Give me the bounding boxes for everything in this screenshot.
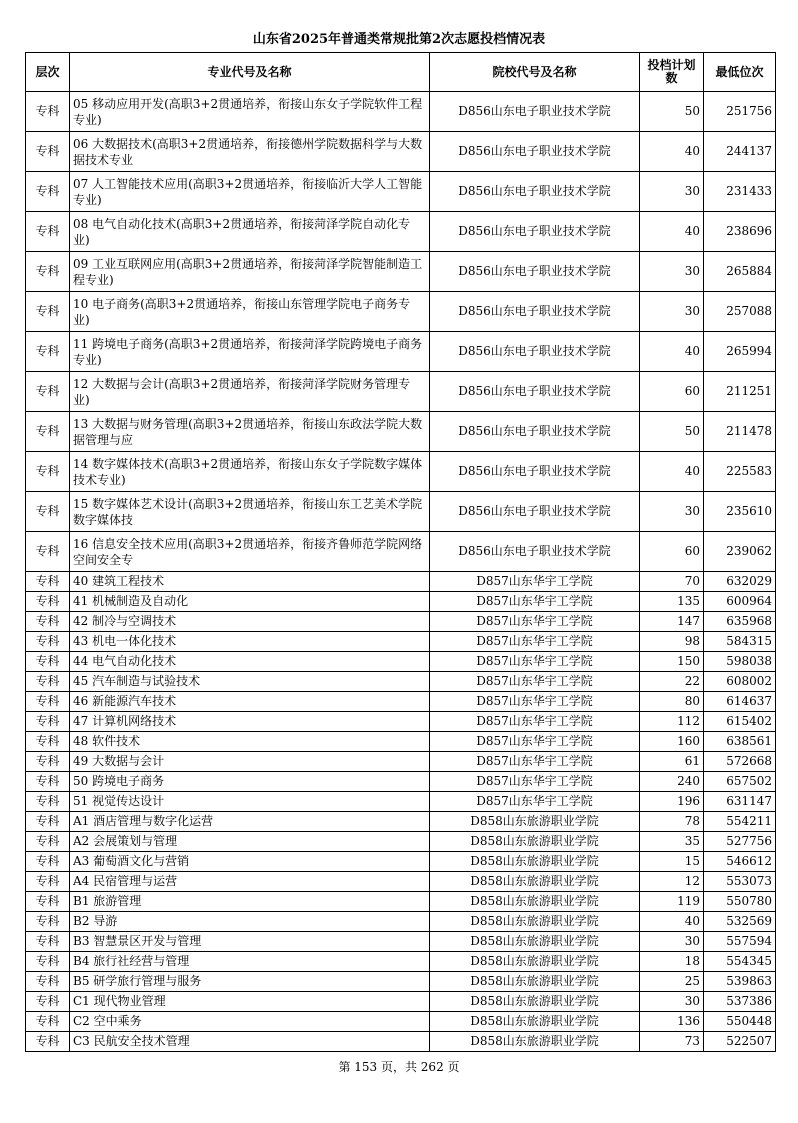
row-level: 专科 (26, 812, 70, 832)
row-plan: 60 (640, 532, 704, 572)
row-min-rank: 238696 (704, 212, 776, 252)
row-level: 专科 (26, 792, 70, 812)
table-row (26, 712, 776, 732)
row-plan: 30 (640, 172, 704, 212)
row-min-rank: 539863 (704, 972, 776, 992)
row-major: 09 工业互联网应用(高职3+2贯通培养，衔接菏泽学院智能制造工程专业) (70, 252, 430, 292)
row-school: D857山东华宇工学院 (430, 772, 640, 792)
row-level: 专科 (26, 852, 70, 872)
row-major: 07 人工智能技术应用(高职3+2贯通培养，衔接临沂大学人工智能专业) (70, 172, 430, 212)
row-school: D858山东旅游职业学院 (430, 912, 640, 932)
row-level: 专科 (26, 732, 70, 752)
table-row (26, 492, 776, 532)
row-school: D858山东旅游职业学院 (430, 952, 640, 972)
table-row (26, 672, 776, 692)
row-level: 专科 (26, 972, 70, 992)
row-level: 专科 (26, 672, 70, 692)
row-major: 43 机电一体化技术 (70, 632, 430, 652)
table-row (26, 132, 776, 172)
row-plan: 30 (640, 992, 704, 1012)
table-row (26, 1012, 776, 1032)
row-plan: 40 (640, 452, 704, 492)
row-school: D856山东电子职业技术学院 (430, 372, 640, 412)
table-row (26, 212, 776, 252)
table-row (26, 912, 776, 932)
row-min-rank: 554211 (704, 812, 776, 832)
row-plan: 80 (640, 692, 704, 712)
row-plan: 73 (640, 1032, 704, 1052)
row-major: C3 民航安全技术管理 (70, 1032, 430, 1052)
row-min-rank: 527756 (704, 832, 776, 852)
row-plan: 150 (640, 652, 704, 672)
row-school: D857山东华宇工学院 (430, 652, 640, 672)
row-min-rank: 632029 (704, 572, 776, 592)
row-plan: 18 (640, 952, 704, 972)
row-min-rank: 554345 (704, 952, 776, 972)
row-min-rank: 257088 (704, 292, 776, 332)
row-plan: 50 (640, 92, 704, 132)
row-school: D856山东电子职业技术学院 (430, 412, 640, 452)
row-major: 12 大数据与会计(高职3+2贯通培养，衔接菏泽学院财务管理专业) (70, 372, 430, 412)
table-row (26, 172, 776, 212)
row-min-rank: 550448 (704, 1012, 776, 1032)
header-plan: 投档计划数 (640, 53, 704, 92)
row-school: D858山东旅游职业学院 (430, 972, 640, 992)
table-row (26, 872, 776, 892)
row-school: D857山东华宇工学院 (430, 752, 640, 772)
row-level: 专科 (26, 252, 70, 292)
row-level: 专科 (26, 1032, 70, 1052)
row-level: 专科 (26, 332, 70, 372)
header-major: 专业代号及名称 (70, 53, 430, 92)
row-plan: 136 (640, 1012, 704, 1032)
row-major: B5 研学旅行管理与服务 (70, 972, 430, 992)
row-school: D856山东电子职业技术学院 (430, 332, 640, 372)
row-major: 05 移动应用开发(高职3+2贯通培养，衔接山东女子学院软件工程专业) (70, 92, 430, 132)
row-plan: 30 (640, 292, 704, 332)
table-row (26, 252, 776, 292)
row-level: 专科 (26, 452, 70, 492)
row-plan: 112 (640, 712, 704, 732)
row-min-rank: 615402 (704, 712, 776, 732)
table-row (26, 752, 776, 772)
header-level: 层次 (26, 53, 70, 92)
row-school: D857山东华宇工学院 (430, 792, 640, 812)
row-major: C1 现代物业管理 (70, 992, 430, 1012)
row-major: 41 机械制造及自动化 (70, 592, 430, 612)
table-row (26, 652, 776, 672)
row-level: 专科 (26, 532, 70, 572)
row-level: 专科 (26, 952, 70, 972)
row-major: 47 计算机网络技术 (70, 712, 430, 732)
table-header-row (26, 53, 776, 92)
page-title: 山东省2025年普通类常规批第2次志愿投档情况表 (252, 32, 546, 47)
header-school: 院校代号及名称 (430, 53, 640, 92)
row-plan: 147 (640, 612, 704, 632)
row-major: A2 会展策划与管理 (70, 832, 430, 852)
row-school: D857山东华宇工学院 (430, 672, 640, 692)
row-major: 49 大数据与会计 (70, 752, 430, 772)
row-min-rank: 550780 (704, 892, 776, 912)
row-school: D856山东电子职业技术学院 (430, 92, 640, 132)
row-school: D858山东旅游职业学院 (430, 932, 640, 952)
table-row (26, 572, 776, 592)
row-min-rank: 572668 (704, 752, 776, 772)
row-level: 专科 (26, 992, 70, 1012)
table-row (26, 852, 776, 872)
row-major: 45 汽车制造与试验技术 (70, 672, 430, 692)
row-plan: 40 (640, 132, 704, 172)
row-major: 06 大数据技术(高职3+2贯通培养，衔接德州学院数据科学与大数据技术专业 (70, 132, 430, 172)
row-level: 专科 (26, 692, 70, 712)
table-row (26, 792, 776, 812)
row-plan: 40 (640, 912, 704, 932)
row-plan: 25 (640, 972, 704, 992)
row-level: 专科 (26, 752, 70, 772)
row-school: D857山东华宇工学院 (430, 572, 640, 592)
row-level: 专科 (26, 172, 70, 212)
row-major: 48 软件技术 (70, 732, 430, 752)
row-level: 专科 (26, 212, 70, 252)
row-plan: 135 (640, 592, 704, 612)
row-school: D858山东旅游职业学院 (430, 892, 640, 912)
row-school: D858山东旅游职业学院 (430, 1032, 640, 1052)
table-row (26, 892, 776, 912)
row-min-rank: 553073 (704, 872, 776, 892)
row-plan: 40 (640, 212, 704, 252)
row-level: 专科 (26, 572, 70, 592)
row-school: D856山东电子职业技术学院 (430, 532, 640, 572)
row-min-rank: 265994 (704, 332, 776, 372)
row-major: 15 数字媒体艺术设计(高职3+2贯通培养，衔接山东工艺美术学院数字媒体技 (70, 492, 430, 532)
row-level: 专科 (26, 872, 70, 892)
table-row (26, 932, 776, 952)
table-row (26, 592, 776, 612)
row-min-rank: 231433 (704, 172, 776, 212)
row-major: 16 信息安全技术应用(高职3+2贯通培养，衔接齐鲁师范学院网络空间安全专 (70, 532, 430, 572)
table-row (26, 292, 776, 332)
row-min-rank: 211251 (704, 372, 776, 412)
row-level: 专科 (26, 492, 70, 532)
row-major: A3 葡萄酒文化与营销 (70, 852, 430, 872)
row-level: 专科 (26, 612, 70, 632)
row-school: D857山东华宇工学院 (430, 632, 640, 652)
row-major: 14 数字媒体技术(高职3+2贯通培养，衔接山东女子学院数字媒体技术专业) (70, 452, 430, 492)
table-body (26, 92, 776, 1052)
row-min-rank: 635968 (704, 612, 776, 632)
row-major: B1 旅游管理 (70, 892, 430, 912)
page-footer: 第 153 页，共 262 页 (338, 1060, 460, 1074)
row-min-rank: 265884 (704, 252, 776, 292)
row-level: 专科 (26, 932, 70, 952)
row-level: 专科 (26, 632, 70, 652)
table-row (26, 812, 776, 832)
row-level: 专科 (26, 912, 70, 932)
row-major: 46 新能源汽车技术 (70, 692, 430, 712)
row-plan: 119 (640, 892, 704, 912)
row-school: D856山东电子职业技术学院 (430, 132, 640, 172)
row-plan: 12 (640, 872, 704, 892)
row-major: B3 智慧景区开发与管理 (70, 932, 430, 952)
row-plan: 22 (640, 672, 704, 692)
row-school: D857山东华宇工学院 (430, 592, 640, 612)
row-level: 专科 (26, 1012, 70, 1032)
table-row (26, 452, 776, 492)
row-school: D856山东电子职业技术学院 (430, 452, 640, 492)
row-major: 50 跨境电子商务 (70, 772, 430, 792)
table-row (26, 532, 776, 572)
row-school: D858山东旅游职业学院 (430, 812, 640, 832)
row-plan: 30 (640, 492, 704, 532)
table-row (26, 952, 776, 972)
table-row (26, 372, 776, 412)
row-school: D856山东电子职业技术学院 (430, 172, 640, 212)
row-min-rank: 584315 (704, 632, 776, 652)
row-plan: 196 (640, 792, 704, 812)
row-school: D856山东电子职业技术学院 (430, 492, 640, 532)
row-plan: 15 (640, 852, 704, 872)
row-min-rank: 657502 (704, 772, 776, 792)
row-major: A4 民宿管理与运营 (70, 872, 430, 892)
row-school: D858山东旅游职业学院 (430, 872, 640, 892)
row-plan: 35 (640, 832, 704, 852)
row-min-rank: 638561 (704, 732, 776, 752)
row-plan: 61 (640, 752, 704, 772)
row-plan: 98 (640, 632, 704, 652)
row-major: 44 电气自动化技术 (70, 652, 430, 672)
row-major: 40 建筑工程技术 (70, 572, 430, 592)
row-level: 专科 (26, 772, 70, 792)
row-school: D858山东旅游职业学院 (430, 992, 640, 1012)
row-level: 专科 (26, 892, 70, 912)
row-school: D857山东华宇工学院 (430, 692, 640, 712)
row-plan: 70 (640, 572, 704, 592)
row-level: 专科 (26, 832, 70, 852)
row-major: 10 电子商务(高职3+2贯通培养，衔接山东管理学院电子商务专业) (70, 292, 430, 332)
row-major: 13 大数据与财务管理(高职3+2贯通培养，衔接山东政法学院大数据管理与应 (70, 412, 430, 452)
row-school: D858山东旅游职业学院 (430, 852, 640, 872)
row-plan: 30 (640, 932, 704, 952)
row-min-rank: 614637 (704, 692, 776, 712)
row-school: D857山东华宇工学院 (430, 612, 640, 632)
row-major: 11 跨境电子商务(高职3+2贯通培养，衔接菏泽学院跨境电子商务专业) (70, 332, 430, 372)
row-school: D857山东华宇工学院 (430, 712, 640, 732)
row-min-rank: 532569 (704, 912, 776, 932)
table-row (26, 832, 776, 852)
row-level: 专科 (26, 92, 70, 132)
header-min-rank: 最低位次 (704, 53, 776, 92)
row-level: 专科 (26, 592, 70, 612)
row-plan: 40 (640, 332, 704, 372)
row-level: 专科 (26, 132, 70, 172)
row-min-rank: 522507 (704, 1032, 776, 1052)
row-school: D857山东华宇工学院 (430, 732, 640, 752)
row-school: D856山东电子职业技术学院 (430, 212, 640, 252)
row-school: D858山东旅游职业学院 (430, 1012, 640, 1032)
admission-table (25, 52, 776, 1052)
row-min-rank: 244137 (704, 132, 776, 172)
row-min-rank: 537386 (704, 992, 776, 1012)
row-school: D856山东电子职业技术学院 (430, 252, 640, 292)
table-row (26, 332, 776, 372)
row-min-rank: 557594 (704, 932, 776, 952)
table-row (26, 972, 776, 992)
row-min-rank: 608002 (704, 672, 776, 692)
row-school: D858山东旅游职业学院 (430, 832, 640, 852)
row-major: 08 电气自动化技术(高职3+2贯通培养，衔接菏泽学院自动化专业) (70, 212, 430, 252)
row-plan: 60 (640, 372, 704, 412)
row-major: B2 导游 (70, 912, 430, 932)
row-major: 42 制冷与空调技术 (70, 612, 430, 632)
row-plan: 160 (640, 732, 704, 752)
row-min-rank: 225583 (704, 452, 776, 492)
table-row (26, 632, 776, 652)
row-level: 专科 (26, 712, 70, 732)
table-row (26, 772, 776, 792)
row-plan: 78 (640, 812, 704, 832)
row-level: 专科 (26, 292, 70, 332)
row-major: A1 酒店管理与数字化运营 (70, 812, 430, 832)
row-min-rank: 631147 (704, 792, 776, 812)
row-level: 专科 (26, 412, 70, 452)
table-row (26, 1032, 776, 1052)
row-major: B4 旅行社经营与管理 (70, 952, 430, 972)
row-min-rank: 546612 (704, 852, 776, 872)
row-min-rank: 235610 (704, 492, 776, 532)
table-row (26, 992, 776, 1012)
row-school: D856山东电子职业技术学院 (430, 292, 640, 332)
row-plan: 240 (640, 772, 704, 792)
row-major: C2 空中乘务 (70, 1012, 430, 1032)
row-min-rank: 598038 (704, 652, 776, 672)
row-major: 51 视觉传达设计 (70, 792, 430, 812)
row-plan: 30 (640, 252, 704, 292)
row-level: 专科 (26, 652, 70, 672)
table-row (26, 692, 776, 712)
table-row (26, 612, 776, 632)
row-plan: 50 (640, 412, 704, 452)
table-row (26, 732, 776, 752)
row-min-rank: 600964 (704, 592, 776, 612)
row-min-rank: 251756 (704, 92, 776, 132)
row-level: 专科 (26, 372, 70, 412)
row-min-rank: 211478 (704, 412, 776, 452)
table-row (26, 92, 776, 132)
row-min-rank: 239062 (704, 532, 776, 572)
table-row (26, 412, 776, 452)
